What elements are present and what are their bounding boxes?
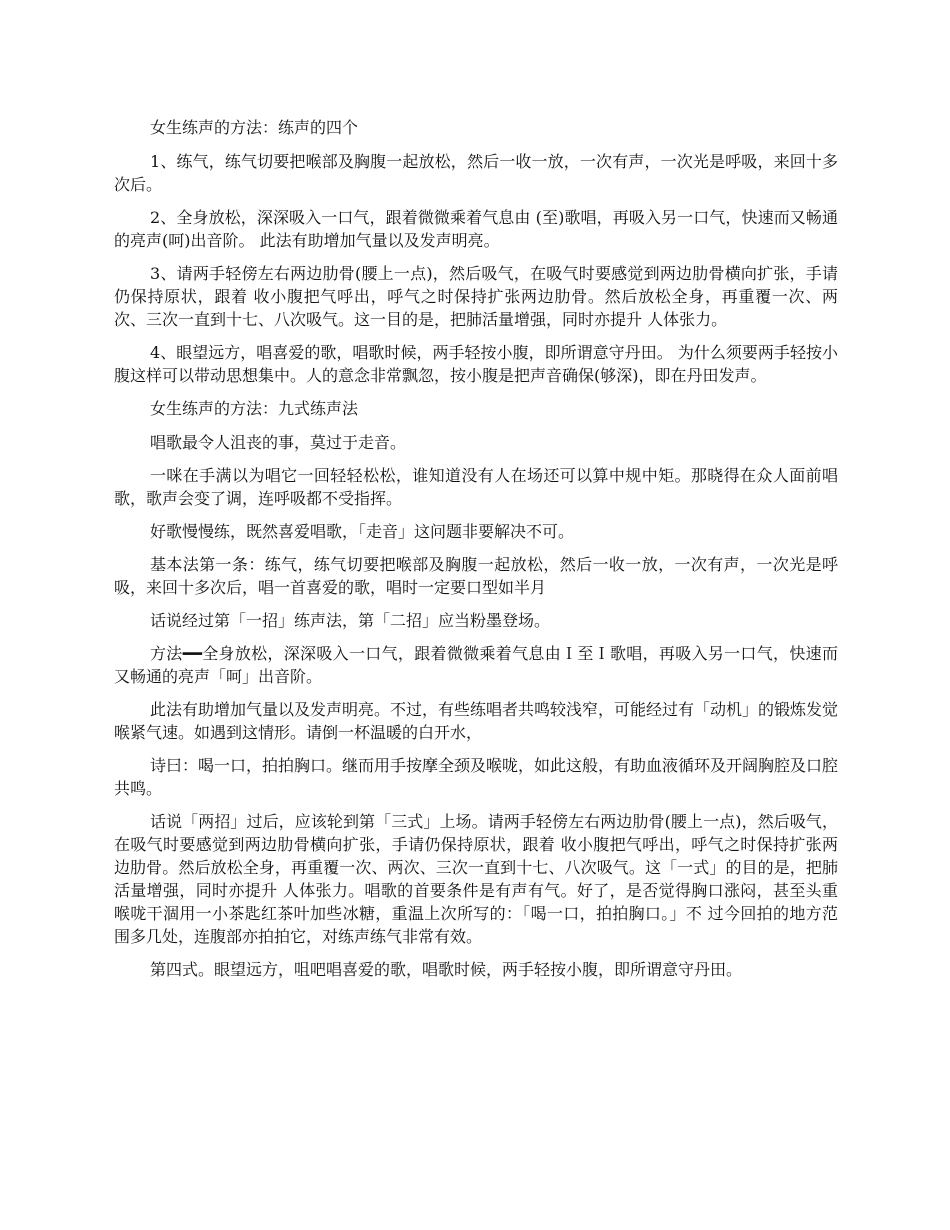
paragraph-mic: 一咪在手满以为唱它一回轻轻松松，谁知道没有人在场还可以算中规中矩。那晓得在众人面前唱歌，歌声会变了调，连呼吸都不受指挥。 (114, 466, 838, 508)
paragraph-fourth-form: 第四式。眼望远方，咀吧唱喜爱的歌，唱歌时候，两手轻按小腹，即所谓意守丹田。 (150, 960, 743, 979)
paragraph-basic-rule-1: 基本法第一条：练气，练气切要把喉部及胸腹一起放松，然后一收一放，一次有声，一次光是呼吸，来回十多次后，唱一首喜爱的歌，唱时一定要口型如半月 (114, 555, 838, 597)
paragraph-third-form: 话说「两招」过后，应该轮到第「三式」上场。请两手轻傍左右两边肋骨(腰上一点)，然后吸气，在吸气时要感觉到两边肋骨横向扩张，手请仍保持原状，跟着 收小腹把气呼出，呼气之时保持扩张两边肋骨。然后放松全身，再重覆一次、两次、三次一直到十七、八次吸气。这「一式」的目的是，把肺活量增强，同时亦提升 人体张力。唱歌的首要条件是有声有气。好了，是否觉得胸口涨闷，甚至头重喉咙干涸用一小茶匙红茶叶加些冰糖，重温上次所写的：「喝一口，拍拍胸口。」不 过今回拍的地方范围多几处，连腹部亦拍拍它，对练声练气非常有效。 (114, 812, 838, 946)
paragraph-3-ribs: 3、请两手轻傍左右两边肋骨(腰上一点)，然后吸气，在吸气时要感觉到两边肋骨横向扩张，手请仍保持原状，跟着 收小腹把气呼出，呼气之时保持扩张两边肋骨。然后放松全身，再重覆一次、两次、三次一直到十七、八次吸气。这一目的是，把肺活量增强，同时亦提升 人体张力。 (114, 264, 838, 329)
paragraph-water: 此法有助增加气量以及发声明亮。不过，有些练唱者共鸣较浅窄，可能经过有「动机」的锻炼发觉喉紧气速。如遇到这情形。请倒一杯温暖的白开水， (114, 700, 839, 742)
section-heading-nine-methods: 女生练声的方法：九式练声法 (150, 399, 359, 418)
paragraph-4-dantian: 4、眼望远方，唱喜爱的歌，唱歌时候，两手轻按小腹，即所谓意守丹田。 为什么须要两手轻按小腹这样可以带动思想集中。人的意念非常飘忽，按小腹是把声音确保(够深)，即在丹田发声。 (114, 343, 838, 385)
paragraph-poem: 诗曰：喝一口，拍拍胸口。继而用手按摩全颈及喉咙，如此这般，有助血液循环及开阔胸腔及口腔共鸣。 (114, 756, 839, 798)
paragraph-second-move: 话说经过第「一招」练声法，第「二招」应当粉墨登场。 (150, 611, 551, 630)
section-heading-four-methods: 女生练声的方法：练声的四个 (150, 118, 359, 137)
document-page (114, 116, 838, 991)
paragraph-practice: 好歌慢慢练，既然喜爱唱歌，「走音」这问题非要解决不可。 (150, 522, 575, 541)
paragraph-off-pitch: 唱歌最令人沮丧的事，莫过于走音。 (150, 433, 407, 452)
paragraph-method: 方法━━全身放松，深深吸入一口气，跟着微微乘着气息由Ｉ至Ｉ歌唱，再吸入另一口气，快速而又畅通的亮声「呵」出音阶。 (114, 644, 838, 686)
paragraph-1-breath: 1、练气，练气切要把喉部及胸腹一起放松，然后一收一放，一次有声，一次光是呼吸，来回十多次后。 (114, 152, 838, 194)
paragraph-2-relax: 2、全身放松，深深吸入一口气，跟着微微乘着气息由 (至)歌唱，再吸入另一口气，快速而又畅通的亮声(呵)出音阶。 此法有助增加气量以及发声明亮。 (114, 208, 838, 250)
